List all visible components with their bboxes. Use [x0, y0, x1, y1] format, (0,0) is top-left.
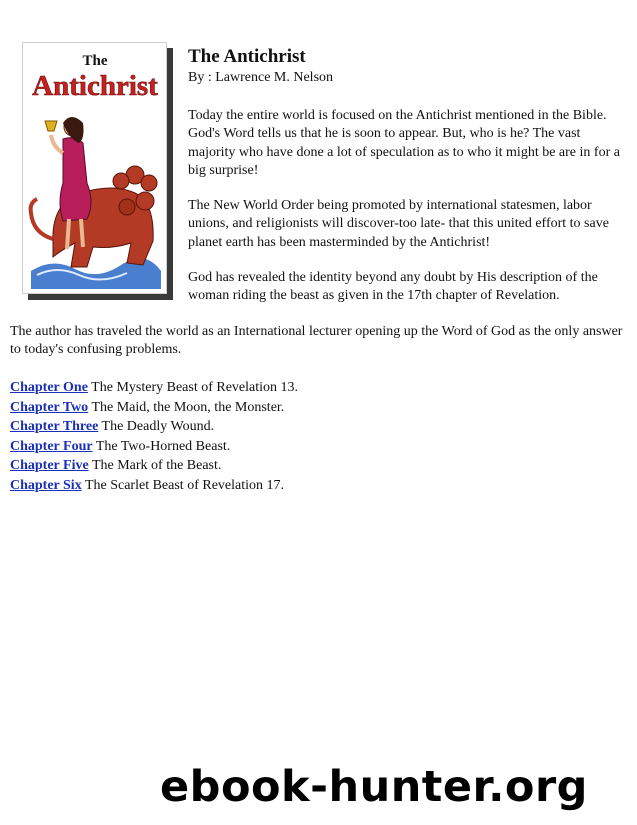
- woman-illustration: [60, 138, 91, 221]
- chapter-title: The Two-Horned Beast.: [95, 438, 231, 454]
- chapter-list: [10, 378, 298, 496]
- chapter-item: [10, 417, 298, 437]
- chapter-four-link[interactable]: Chapter Four: [10, 438, 93, 454]
- watermark-text: ebook-hunter.org: [160, 762, 588, 812]
- cover-image: [22, 42, 167, 294]
- description-paragraph-2: The New World Order being promoted by international statesmen, labor unions, and religionists will discover-too late- that this united effort to save planet earth has been masterminded by the Antichrist!: [188, 198, 609, 250]
- cover-top-text: The: [82, 53, 108, 69]
- chapter-three-link[interactable]: Chapter Three: [10, 419, 99, 435]
- description-paragraph-3: God has revealed the identity beyond any doubt by His description of the woman riding the beast as given in the 17th chapter of Revelation.: [188, 270, 598, 304]
- chapter-item: [10, 456, 298, 476]
- chapter-item: [10, 476, 298, 496]
- chapter-two-link[interactable]: Chapter Two: [10, 399, 89, 415]
- chapter-one-link[interactable]: Chapter One: [10, 380, 88, 395]
- author-byline: By : Lawrence M. Nelson: [188, 70, 334, 85]
- chapter-item: [10, 398, 298, 418]
- chapter-title: The Mark of the Beast.: [91, 458, 222, 474]
- book-cover: [22, 42, 173, 300]
- chapter-item: [10, 378, 298, 398]
- cover-main-text: Antichrist: [32, 70, 158, 102]
- chapter-title: The Scarlet Beast of Revelation 17.: [84, 477, 285, 493]
- book-title: The Antichrist: [188, 46, 306, 67]
- author-paragraph: The author has traveled the world as an International lecturer opening up the Word of God as the only answer to today's confusing problems.: [10, 324, 623, 358]
- chapter-title: The Maid, the Moon, the Monster.: [91, 399, 285, 415]
- chapter-title: The Mystery Beast of Revelation 13.: [91, 380, 299, 395]
- chapter-title: The Deadly Wound.: [101, 419, 215, 435]
- chapter-five-link[interactable]: Chapter Five: [10, 458, 89, 474]
- description-paragraph-1: Today the entire world is focused on the Antichrist mentioned in the Bible. God's Word tells us that he is soon to appear. But, who is he? The vast majority who have done a lot of speculation as to who it might be are in for a big surprise!: [188, 108, 620, 178]
- chapter-item: [10, 437, 298, 457]
- cover-illustration: [23, 43, 166, 293]
- chapter-six-link[interactable]: Chapter Six: [10, 477, 82, 493]
